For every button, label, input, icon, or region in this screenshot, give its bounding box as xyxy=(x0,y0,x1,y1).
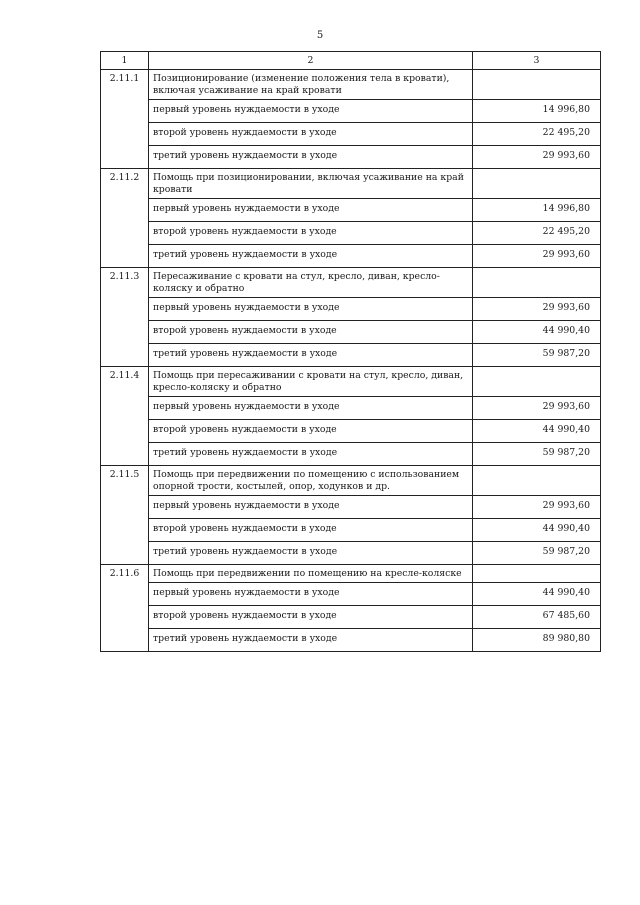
care-level-label: первый уровень нуждаемости в уходе xyxy=(149,100,473,123)
column-header-1: 1 xyxy=(101,52,149,70)
price-value: 29 993,60 xyxy=(473,397,601,420)
section-title-row xyxy=(101,169,601,199)
care-level-label: второй уровень нуждаемости в уходе xyxy=(149,606,473,629)
section-code: 2.11.5 xyxy=(101,466,149,565)
price-value: 59 987,20 xyxy=(473,542,601,565)
table-header-row xyxy=(101,52,601,70)
price-table xyxy=(100,51,601,652)
care-level-label: первый уровень нуждаемости в уходе xyxy=(149,298,473,321)
section-title: Помощь при передвижении по помещению на кресле-коляске xyxy=(149,565,473,583)
table-row xyxy=(101,397,601,420)
section-code: 2.11.1 xyxy=(101,70,149,169)
table-row xyxy=(101,443,601,466)
price-value: 44 990,40 xyxy=(473,420,601,443)
table-row xyxy=(101,420,601,443)
price-value: 29 993,60 xyxy=(473,245,601,268)
table-row xyxy=(101,245,601,268)
section-title-row xyxy=(101,70,601,100)
care-level-label: второй уровень нуждаемости в уходе xyxy=(149,519,473,542)
price-value: 14 996,80 xyxy=(473,100,601,123)
table-row xyxy=(101,519,601,542)
price-value: 29 993,60 xyxy=(473,496,601,519)
price-value: 29 993,60 xyxy=(473,146,601,169)
section-code: 2.11.4 xyxy=(101,367,149,466)
table-row xyxy=(101,298,601,321)
price-value: 14 996,80 xyxy=(473,199,601,222)
table-row xyxy=(101,100,601,123)
care-level-label: первый уровень нуждаемости в уходе xyxy=(149,496,473,519)
table-row xyxy=(101,542,601,565)
section-title-row xyxy=(101,367,601,397)
care-level-label: второй уровень нуждаемости в уходе xyxy=(149,321,473,344)
care-level-label: третий уровень нуждаемости в уходе xyxy=(149,344,473,367)
section-value-empty xyxy=(473,70,601,100)
price-value: 22 495,20 xyxy=(473,123,601,146)
table-row xyxy=(101,321,601,344)
section-title: Помощь при пересаживании с кровати на стул, кресло, диван, кресло-коляску и обратно xyxy=(149,367,473,397)
section-value-empty xyxy=(473,367,601,397)
table-row xyxy=(101,496,601,519)
section-value-empty xyxy=(473,169,601,199)
care-level-label: третий уровень нуждаемости в уходе xyxy=(149,443,473,466)
care-level-label: второй уровень нуждаемости в уходе xyxy=(149,222,473,245)
table-row xyxy=(101,123,601,146)
table-row xyxy=(101,344,601,367)
price-value: 59 987,20 xyxy=(473,344,601,367)
price-value: 22 495,20 xyxy=(473,222,601,245)
care-level-label: третий уровень нуждаемости в уходе xyxy=(149,146,473,169)
column-header-2: 2 xyxy=(149,52,473,70)
section-code: 2.11.6 xyxy=(101,565,149,652)
care-level-label: первый уровень нуждаемости в уходе xyxy=(149,583,473,606)
table-row xyxy=(101,146,601,169)
section-title-row xyxy=(101,268,601,298)
page-number: 5 xyxy=(316,30,324,41)
table-row xyxy=(101,222,601,245)
price-value: 89 980,80 xyxy=(473,629,601,652)
care-level-label: первый уровень нуждаемости в уходе xyxy=(149,199,473,222)
table-row xyxy=(101,199,601,222)
care-level-label: третий уровень нуждаемости в уходе xyxy=(149,542,473,565)
section-value-empty xyxy=(473,466,601,496)
section-value-empty xyxy=(473,268,601,298)
column-header-3: 3 xyxy=(473,52,601,70)
section-code: 2.11.3 xyxy=(101,268,149,367)
price-value: 59 987,20 xyxy=(473,443,601,466)
table-row xyxy=(101,629,601,652)
table-row xyxy=(101,606,601,629)
section-title-row xyxy=(101,565,601,583)
section-value-empty xyxy=(473,565,601,583)
section-title: Помощь при позиционировании, включая усаживание на край кровати xyxy=(149,169,473,199)
care-level-label: третий уровень нуждаемости в уходе xyxy=(149,245,473,268)
section-title: Позиционирование (изменение положения тела в кровати), включая усаживание на край кровати xyxy=(149,70,473,100)
care-level-label: второй уровень нуждаемости в уходе xyxy=(149,123,473,146)
price-value: 44 990,40 xyxy=(473,321,601,344)
section-title-row xyxy=(101,466,601,496)
care-level-label: первый уровень нуждаемости в уходе xyxy=(149,397,473,420)
price-value: 44 990,40 xyxy=(473,583,601,606)
table-row xyxy=(101,583,601,606)
section-code: 2.11.2 xyxy=(101,169,149,268)
care-level-label: второй уровень нуждаемости в уходе xyxy=(149,420,473,443)
care-level-label: третий уровень нуждаемости в уходе xyxy=(149,629,473,652)
price-value: 67 485,60 xyxy=(473,606,601,629)
price-value: 44 990,40 xyxy=(473,519,601,542)
price-value: 29 993,60 xyxy=(473,298,601,321)
section-title: Пересаживание с кровати на стул, кресло, диван, кресло-коляску и обратно xyxy=(149,268,473,298)
table-body xyxy=(101,52,601,652)
section-title: Помощь при передвижении по помещению с использованием опорной трости, костылей, опор, ходунков и др. xyxy=(149,466,473,496)
